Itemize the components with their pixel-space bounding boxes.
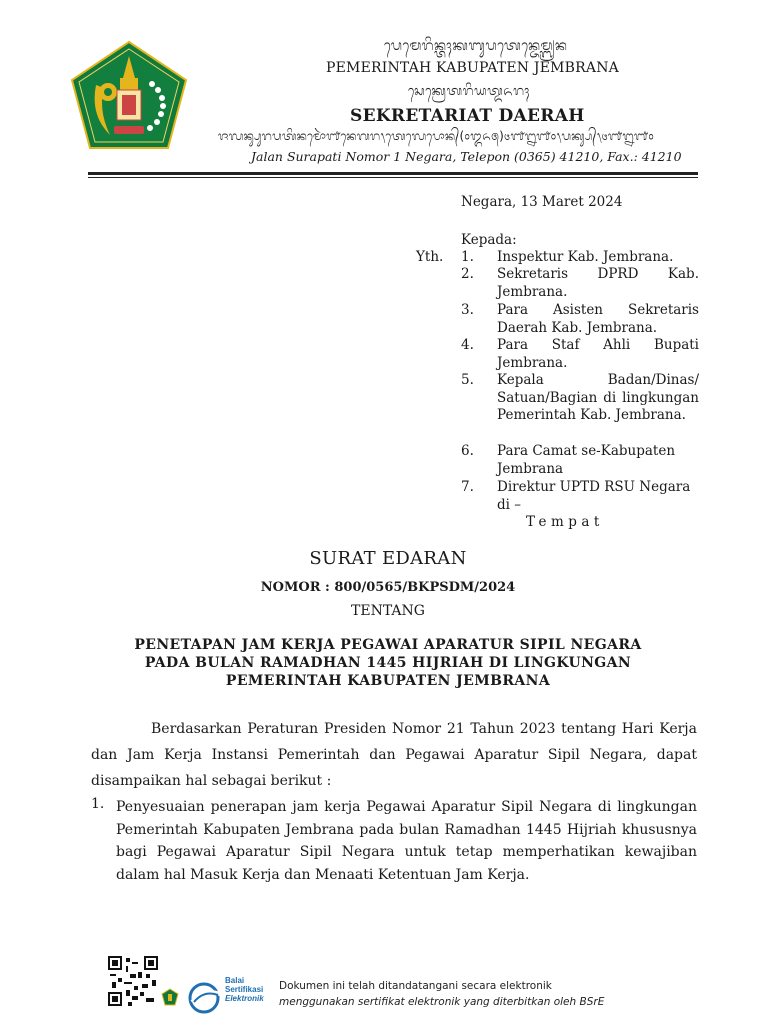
government-name: PEMERINTAH KABUPATEN JEMBRANA: [326, 60, 619, 76]
letterhead-rule-thin: [88, 177, 698, 178]
recipient-number: 6.: [461, 443, 474, 459]
bsre-name-line: Sertifikasi: [225, 985, 264, 994]
office-address: Jalan Surapati Nomor 1 Negara, Telepon (0365) 41210, Fax.: 41210: [251, 149, 682, 164]
recipient-item: Direktur UPTD RSU Negara: [497, 479, 691, 495]
letter-subject: [80, 636, 696, 690]
opening-paragraph: Berdasarkan Peraturan Presiden Nomor 21 Tahun 2023 tentang Hari Kerja dan Jam Kerja Instansi Pemerintah dan Pegawai Aparatur Sipil Negara, dapat disampaikan hal sebagai berikut :: [91, 721, 697, 789]
recipient-number: 2.: [461, 266, 474, 282]
e-signature-certificate-note: menggunakan sertifikat elektronik yang diterbitkan oleh BSrE: [279, 996, 605, 1008]
qr-code-icon: [108, 956, 158, 1006]
recipient-number: 1.: [461, 249, 474, 265]
yth-label: Yth.: [416, 249, 444, 265]
di-label: di –: [497, 497, 522, 513]
bsre-logo-icon: [186, 980, 226, 1016]
bsre-name-line: Elektronik: [225, 994, 264, 1003]
recipient-item: Para Staf Ahli Bupati Jembrana.: [497, 337, 699, 371]
bsre-name: [225, 976, 264, 1003]
item-text: Penyesuaian penerapan jam kerja Pegawai Aparatur Sipil Negara di lingkungan Pemerintah Kabupaten Jembrana pada bulan Ramadhan 1445 Hijriah khususnya bagi Pegawai Aparatur Sipil Negara untuk tetap memperhatikan kewajiban dalam hal Masuk Kerja dan Menaati Ketentuan Jam Kerja.: [116, 799, 697, 883]
recipient-number: 7.: [461, 479, 474, 495]
letter-title: SURAT EDARAN: [309, 548, 467, 569]
regency-mini-logo-icon: [161, 988, 179, 1006]
balinese-address: ᬚᬮᬦ᭄ᬲᬸᬭᬧᬢᬶᬦᬫᭀᬃ᭑ᬦᬾᬕᬭ᭞ᬢᬾᬮᬾᬧᭀᬦ᭄(᭐᭓᭖᭕)᭔᭑᭒᭑᭐᭞ᬧᬓ᭄ᬲ᭄᭞᭔᭑᭒᭑᭐: [218, 129, 655, 143]
subject-line: PENETAPAN JAM KERJA PEGAWAI APARATUR SIPIL NEGARA: [134, 637, 642, 653]
balinese-government-name: ᬧᬾᬫᬾᬭᬶᬦ᭄ᬢᬄᬓᬩᬸᬧᬢᬾᬦ᭄ᬚᬾᬫ᭄ᬩ᭄ᬭᬦ: [384, 38, 568, 54]
recipient-item: Para Asisten Sekretaris Daerah Kab. Jembrana.: [497, 302, 699, 336]
recipient-number: 4.: [461, 337, 474, 353]
letter-date: Negara, 13 Maret 2024: [461, 194, 623, 210]
subject-line: PADA BULAN RAMADHAN 1445 HIJRIAH DI LINGKUNGAN: [144, 655, 632, 671]
balinese-department-name: ᬲᬾᬓ᭄ᬭᬾᬢᬭᬶᬬᬢ᭄ᬤᬏᬭᬄ: [408, 84, 530, 99]
subject-line: PEMERINTAH KABUPATEN JEMBRANA: [225, 673, 551, 689]
recipient-item: Sekretaris DPRD Kab. Jembrana.: [497, 266, 699, 300]
about-label: TENTANG: [351, 603, 425, 619]
recipient-number: 5.: [461, 372, 474, 388]
item-number: 1.: [91, 796, 105, 812]
to-label: Kepada:: [461, 232, 517, 248]
letterhead-rule-thick: [88, 172, 698, 175]
tempat-label: Tempat: [526, 514, 604, 530]
e-signature-note: Dokumen ini telah ditandatangani secara elektronik: [279, 980, 552, 992]
bsre-name-line: Balai: [225, 976, 245, 985]
department-name: SEKRETARIAT DAERAH: [350, 106, 585, 126]
recipient-item: Kepala Badan/Dinas/ Satuan/Bagian di lingkungan Pemerintah Kab. Jembrana.: [497, 372, 699, 423]
jembrana-regency-logo: [68, 40, 190, 152]
letter-number: NOMOR : 800/0565/BKPSDM/2024: [260, 580, 516, 595]
recipient-number: 3.: [461, 302, 474, 318]
recipient-item: Para Camat se-Kabupaten Jembrana: [497, 443, 676, 477]
recipient-item: Inspektur Kab. Jembrana.: [497, 249, 674, 265]
